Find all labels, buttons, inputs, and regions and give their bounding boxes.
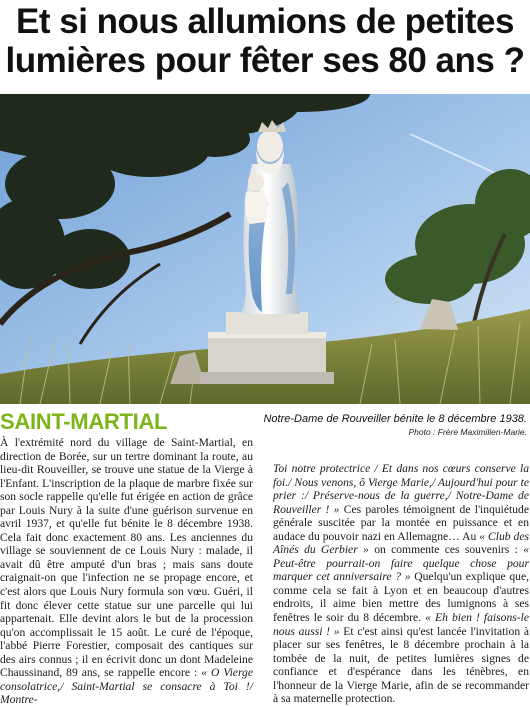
reply-quote: « Eh bien ! faisons-le nous aussi ! » (273, 611, 529, 638)
article-text: Ces paroles témoignent de l'inquiétude générale suscitée par la montée en puissance et en audace du pouvoir nazi en Allemagne… Au (273, 502, 529, 543)
headline (0, 2, 530, 80)
statue-photo (0, 94, 530, 404)
article-text: on commente ces souvenirs : (374, 543, 518, 557)
headline-line-2: lumières pour fêter ses 80 ans ? (5, 41, 525, 80)
article-paragraph (0, 436, 253, 707)
article-text: À l'extrémité nord du village de Saint-Martial, en direction de Borée, sur un tertre dominant la route, au lieu-dit Rouveiller, se trouve une statue de la Vierge à l'Enfant. L'inscription de la plaque de marbre fixée sur son socle rappelle qu'elle fut érigée en action de grâce par Louis Nury à la suite d'une guérison survenue en avril 1937, et qu'elle fut bénite le 8 décembre 1938. Cela fait donc exactement 80 ans. Les anciennes du village se souviennent de ce Louis Nury : malade, il avait dû être amputé d'un bras ; mais sans doute craignait-on que l'infection ne se propage encore, et c'est alors que Louis Nury formula son vœu. Guéri, il fit donc élever cette statue sur une parcelle qui lui appartenait. Elle devint alors le but de la procession qu'on accomplissait le 15 août. Le curé de l'époque, l'abbé Pierre Forestier, composait des cantiques sur des airs connus ; il en écrivit donc un dont Madeleine Chaussinand, 89 ans, se rappelle encore : (0, 436, 253, 680)
photo-credit: Photo : Frère Maximilien-Marie. (408, 427, 527, 437)
hymn-quote-continued: Toi notre protectrice / Et dans nos cœurs conserve la foi./ Nous venons, ô Vierge Marie,/ Aujourd'hui pour te prier :/ Préserve-nous de la guerre,/ Notre-Dame de Rouveiller ! » (273, 462, 529, 516)
photo-caption (263, 412, 527, 438)
article-column-2 (273, 462, 529, 706)
hymn-quote: « O Vierge consolatrice,/ Saint-Martial se consacre à Toi !/ Montre- (0, 666, 253, 707)
article-column-1 (0, 436, 253, 707)
statue-photo-illustration (0, 94, 530, 404)
locality-heading: SAINT-MARTIAL (0, 409, 168, 434)
club-quote: « Peut-être pourrait-on faire quelque chose pour marquer cet anniversaire ? » (273, 543, 529, 584)
caption-title: Notre-Dame de Rouveiller bénite le 8 décembre 1938. (263, 413, 527, 425)
headline-line-1: Et si nous allumions de petites (16, 2, 514, 41)
article-text: Quelqu'un explique que, comme cela se fait à Lyon et en beaucoup d'autres endroits, il aime bien mettre des lumignons à ses fenêtres le soir du 8 décembre. (273, 570, 530, 625)
article-text: Et c'est ainsi qu'est lancée l'invitation à placer sur ses fenêtres, le 8 décembre prochain à la tombée de la nuit, de petites lumières signes de confiance et d'espérance dans les ténèbres, en l'honneur de la Vierge Marie, afin de se recommander à sa maternelle protection. (273, 624, 529, 706)
club-name: « Club des Aînés du Gerbier » (273, 529, 529, 557)
article-paragraph (273, 462, 529, 706)
